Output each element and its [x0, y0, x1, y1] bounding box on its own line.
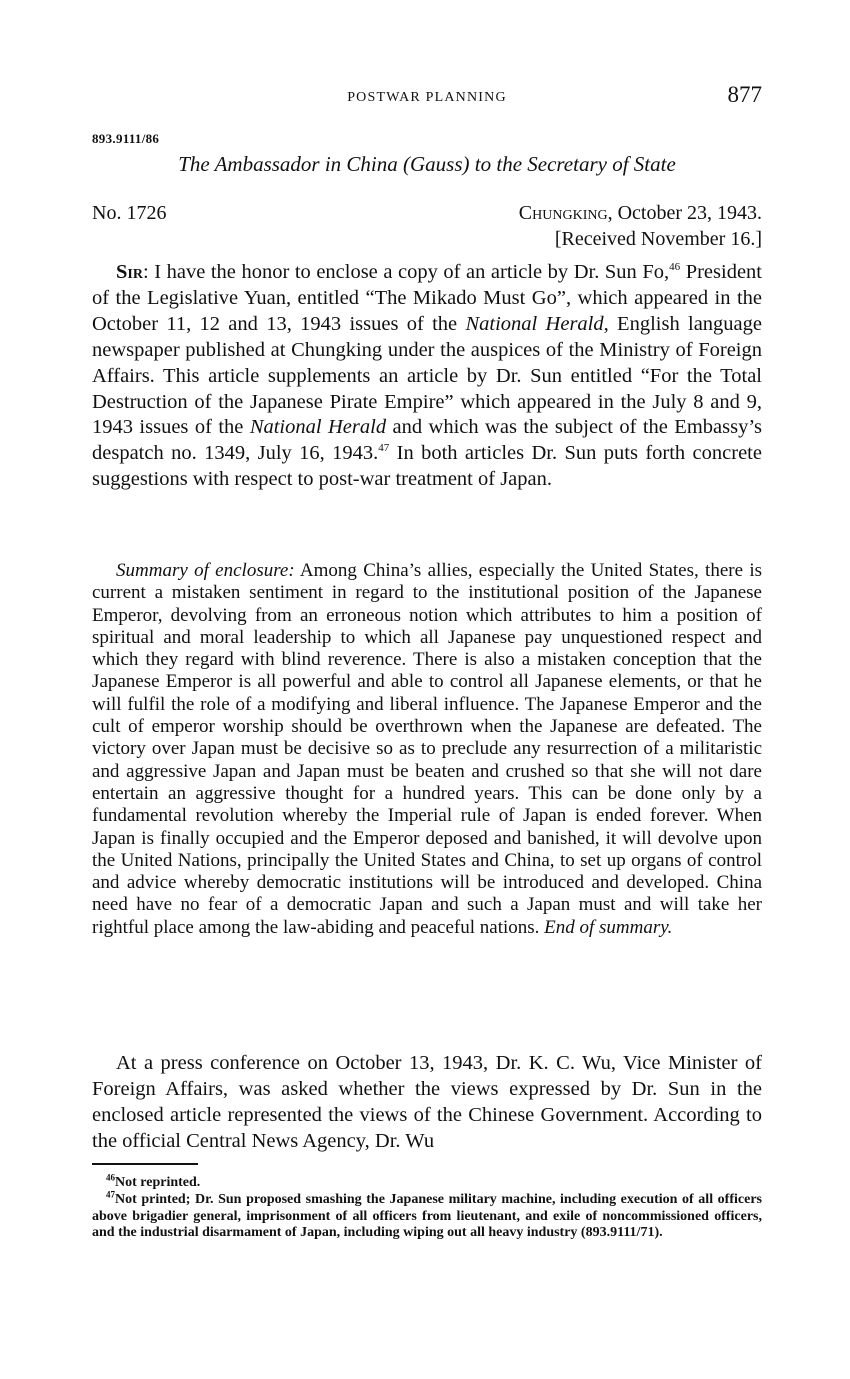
heading-prefix: The Ambassador in China ( — [178, 152, 411, 176]
date: , October 23, 1943. — [607, 202, 762, 224]
page-number: 877 — [727, 82, 762, 107]
document-number: No. 1726 — [92, 202, 167, 224]
summary-end: End of summary. — [544, 916, 673, 938]
paragraph-text: In both articles Dr. Sun puts forth concrete suggestions with respect to post-war treatment of Japan. — [92, 442, 762, 491]
footnote-text: Not reprinted. — [115, 1175, 201, 1190]
paragraph-press-conference: At a press conference on October 13, 1943, Dr. K. C. Wu, Vice Minister of Foreign Affairs, was asked whether the views expressed by Dr. Sun in the enclosed article represented the views of the Chinese Government. According to the official Central News Agency, Dr. Wu — [92, 1052, 762, 1152]
summary-text: Among China’s allies, especially the United States, there is current a mistaken sentiment in regard to the institutional position of the Japanese Emperor, devolving from an erroneous notion which attributes to him a position of spiritual and moral leadership to which all Japanese pay unquestioned respect and which they regard with blind reverence. There is also a mistaken conception that the Japanese Emperor is all powerful and able to control all Japanese elements, or that he will fulfil the role of a modifying and liberal influence. The Japanese Emperor and the cult of emperor worship should be overthrown when the Japanese are defeated. The victory over Japan must be decisive so as to preclude any resurrection of a militaristic and aggressive Japan and Japan must be beaten and crushed so that she will not dare entertain an aggressive thought for a hundred years. This can be done only by a fundamental revolution whereby the Imperial rule of Japan is ended forever. When Japan is finally occupied and the Emperor deposed and banished, it will devolve upon the United Nations, principally the United States and China, to set up organs of control and advice whereby democratic institutions will be introduced and developed. China need have no fear of a democratic Japan and such a Japan must and will take her rightful place among the law-abiding and peaceful nations. — [92, 560, 762, 938]
document-heading — [92, 152, 762, 177]
paragraph-text: : I have the honor to enclose a copy of an article by Dr. Sun Fo, — [142, 261, 670, 283]
paragraph-text: President of the Legislative Yuan, entitled “The Mikado Must Go”, which appeared in the October 11, 12 and 13, 1943 issues of the — [92, 261, 762, 335]
file-number: 893.9111/86 — [92, 131, 160, 146]
heading-name: Gauss — [410, 152, 463, 176]
place: Chungking — [518, 202, 608, 224]
paragraph-opening — [92, 260, 762, 493]
paragraph-text: and which was the subject of the Embassy’s despatch no. 1349, July 16, 1943. — [92, 416, 762, 465]
newspaper-title: National Herald — [249, 416, 387, 439]
place-date — [519, 202, 762, 225]
footnote-rule — [92, 1163, 198, 1165]
footnote-text: Not printed; Dr. Sun proposed smashing the Japanese military machine, including execution of all officers above brigadier general, imprisonment of all officers from lieutenant, and exile of noncommissioned officers, and the industrial disarmament of Japan, including wiping out all heavy industry (893.9111/71). — [92, 1191, 762, 1241]
running-header — [92, 82, 762, 116]
newspaper-title: National Herald — [465, 312, 604, 335]
footnote-46 — [92, 1172, 762, 1192]
summary-label: Summary of enclosure: — [116, 560, 295, 581]
footnote-ref-47: 47 — [378, 442, 390, 455]
paragraph-text: , English language newspaper published at Chungking under the auspices of the Ministry of Foreign Affairs. This article supplements an article by Dr. Sun entitled “For the Total Destruction of the Japanese Pirate Empire” which appeared in the July 8 and 9, 1943 issues of the — [92, 312, 762, 439]
footnote-mark: 46 — [106, 1172, 115, 1183]
heading-suffix: ) to the Secretary of State — [462, 152, 676, 176]
footnote-47 — [92, 1189, 762, 1242]
footnotes — [92, 1172, 762, 1242]
summary-paragraph — [92, 560, 762, 939]
footnote-ref-46: 46 — [669, 261, 681, 274]
salutation: Sir — [116, 261, 143, 283]
received-note: [Received November 16.] — [554, 228, 762, 250]
footnote-mark: 47 — [106, 1189, 115, 1200]
running-title: POSTWAR PLANNING — [347, 90, 507, 105]
